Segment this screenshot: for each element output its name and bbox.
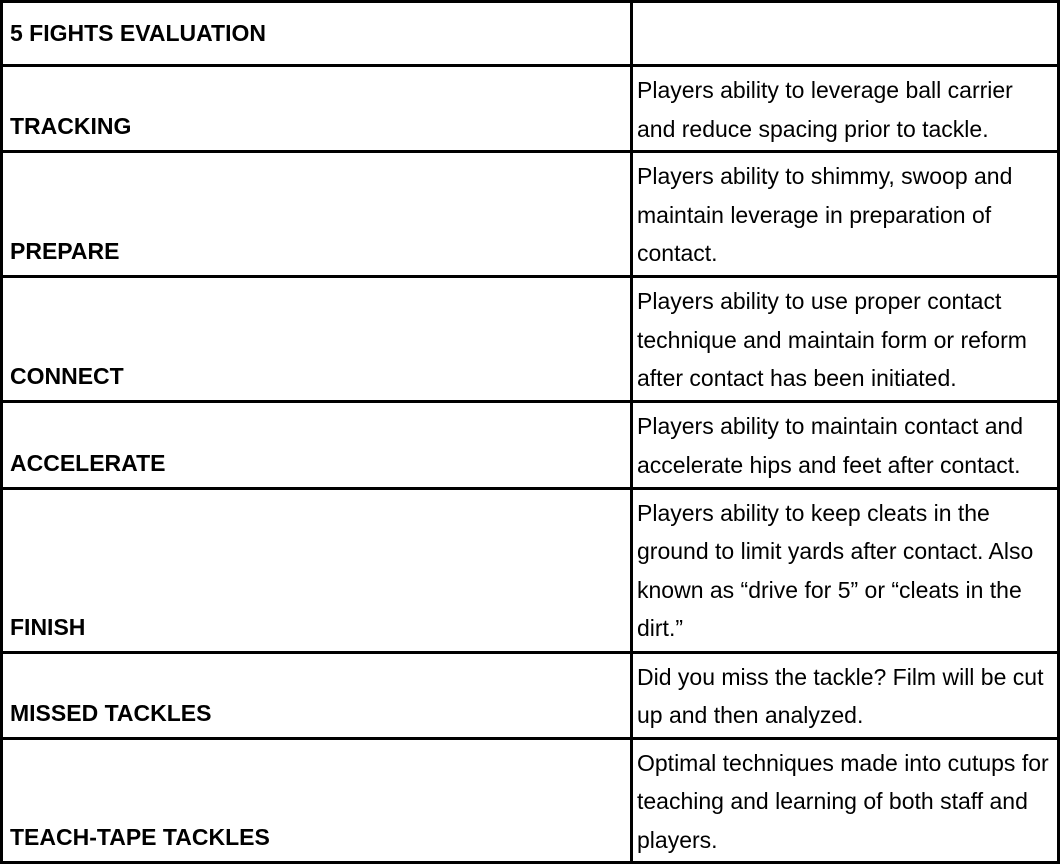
table-title: 5 FIGHTS EVALUATION xyxy=(2,2,632,66)
row-description-accelerate: Players ability to maintain contact and accelerate hips and feet after contact. xyxy=(632,402,1059,488)
table-row xyxy=(2,66,1059,152)
table-header-description xyxy=(632,2,1059,66)
row-description-connect: Players ability to use proper contact technique and maintain form or reform after contact has been initiated. xyxy=(632,277,1059,402)
table-row xyxy=(2,738,1059,862)
row-label-missed-tackles: MISSED TACKLES xyxy=(2,652,632,738)
table-row xyxy=(2,488,1059,652)
row-label-teach-tape-tackles: TEACH-TAPE TACKLES xyxy=(2,738,632,862)
row-description-finish: Players ability to keep cleats in the ground to limit yards after contact. Also known as “drive for 5” or “cleats in the dirt.” xyxy=(632,488,1059,652)
table-row xyxy=(2,402,1059,488)
row-description-missed-tackles: Did you miss the tackle? Film will be cut up and then analyzed. xyxy=(632,652,1059,738)
row-description-teach-tape-tackles: Optimal techniques made into cutups for teaching and learning of both staff and players. xyxy=(632,738,1059,862)
row-description-tracking: Players ability to leverage ball carrier and reduce spacing prior to tackle. xyxy=(632,66,1059,152)
table-row xyxy=(2,652,1059,738)
row-label-prepare: PREPARE xyxy=(2,152,632,277)
table-row xyxy=(2,277,1059,402)
table-row xyxy=(2,152,1059,277)
row-label-connect: CONNECT xyxy=(2,277,632,402)
row-description-prepare: Players ability to shimmy, swoop and maintain leverage in preparation of contact. xyxy=(632,152,1059,277)
row-label-tracking: TRACKING xyxy=(2,66,632,152)
row-label-finish: FINISH xyxy=(2,488,632,652)
table-header-row xyxy=(2,2,1059,66)
row-label-accelerate: ACCELERATE xyxy=(2,402,632,488)
